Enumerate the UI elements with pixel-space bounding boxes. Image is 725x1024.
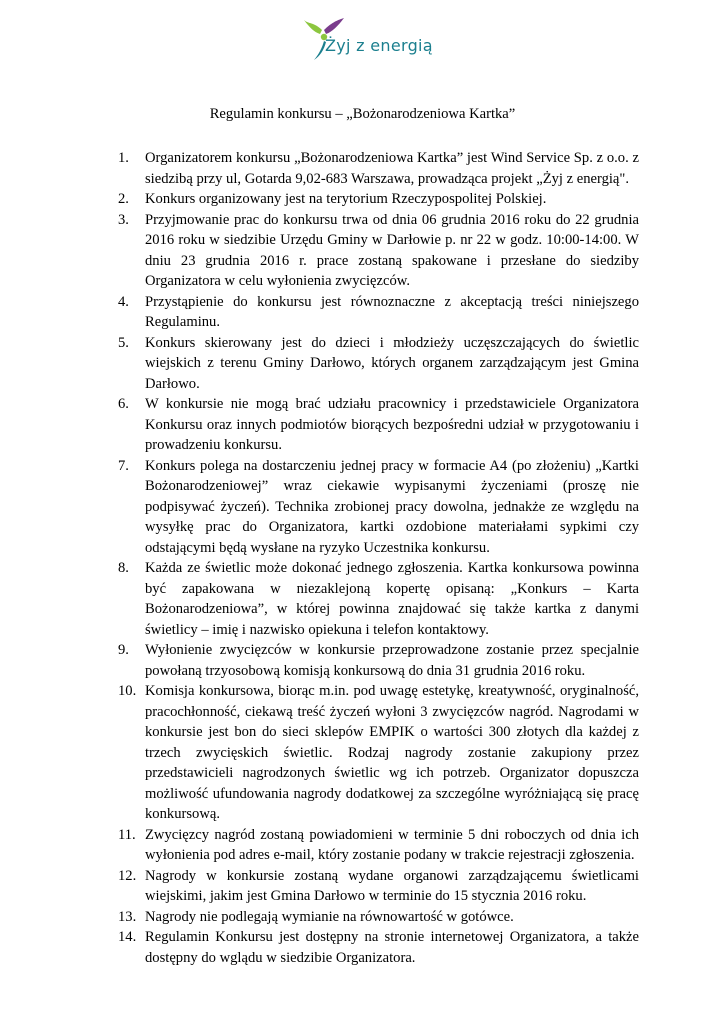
rules-list	[118, 148, 639, 968]
rule-item	[118, 825, 639, 866]
logo-text: Żyj z energią	[325, 36, 433, 55]
rule-number: 14.	[118, 929, 137, 945]
rule-item	[118, 681, 639, 825]
rule-item	[118, 148, 639, 189]
rule-number: 8.	[118, 560, 129, 576]
rule-item	[118, 394, 639, 456]
rule-item	[118, 333, 639, 395]
rule-text: Nagrody nie podlegają wymianie na równowartość w gotówce.	[145, 908, 514, 925]
rule-text: Przyjmowanie prac do konkursu trwa od dnia 06 grudnia 2016 roku do 22 grudnia 2016 roku w siedzibie Urzędu Gminy w Darłowie p. nr 22 w godz. 10:00-14:00. W dniu 23 grudnia 2016 r. prace zostaną spakowane i przesłane do siedziby Organizatora w celu wyłonienia zwycięzców.	[145, 211, 639, 289]
rule-item	[118, 558, 639, 640]
rule-number: 6.	[118, 396, 129, 412]
rule-text: Zwycięzcy nagród zostaną powiadomieni w terminie 5 dni roboczych od dnia ich wyłonienia pod adres e-mail, który zostanie podany w trakcie rejestracji zgłoszenia.	[145, 826, 639, 863]
rule-item	[118, 866, 639, 907]
rule-text: Komisja konkursowa, biorąc m.in. pod uwagę estetykę, kreatywność, oryginalność, pracochłonność, ciekawą treść życzeń wyłoni 3 zwycięzców nagród. Nagrodami w konkursie jest bon do sieci sklepów EMPIK o wartości 300 złotych dla każdej z trzech zwycięskich świetlic. Rodzaj nagrody zostanie zakupiony przez przedstawicieli nagrodzonych świetlic wg ich potrzeb. Organizator dopuszcza możliwość ufundowania nagrody dodatkowej za szczególne wyróżniającą się pracę konkursową.	[145, 683, 639, 822]
rule-number: 4.	[118, 293, 129, 310]
rule-text: Przystąpienie do konkursu jest równoznaczne z akceptacją treści niniejszego Regulaminu.	[145, 293, 639, 330]
rule-number: 2.	[118, 191, 129, 207]
rule-number: 3.	[118, 211, 129, 228]
rule-item	[118, 210, 639, 292]
rule-text: Konkurs polega na dostarczeniu jednej pracy w formacie A4 (po złożeniu) „Kartki Bożonarodzeniowej” wraz ciekawie wypisanymi życzeniami (proszę nie podpisywać życzeń). Technika zrobionej pracy dowolna, jednakże ze względu na wysyłkę prac do Organizatora, kartki ozdobione materiałami sypkimi czy odstającymi będą wysłane na ryzyko Uczestnika konkursu.	[145, 457, 639, 556]
rule-item	[118, 456, 639, 559]
rule-item	[118, 640, 639, 681]
rule-number: 1.	[118, 150, 129, 166]
rule-text: Każda ze świetlic może dokonać jednego zgłoszenia. Kartka konkursowa powinna być zapakowana w niezaklejoną kopertę opisaną: „Konkurs – Karta Bożonarodzeniowa”, w której powinna znajdować się także kartka z danymi świetlicy – imię i nazwisko opiekuna i telefon kontaktowy.	[145, 560, 639, 638]
rule-text: Nagrody w konkursie zostaną wydane organowi zarządzającemu świetlicami wiejskimi, jakim jest Gmina Darłowo w terminie do 15 stycznia 2016 roku.	[145, 867, 639, 904]
rule-text: Regulamin Konkursu jest dostępny na stronie internetowej Organizatora, a także dostępny do wglądu w siedzibie Organizatora.	[145, 929, 639, 966]
rule-text: Wyłonienie zwycięzców w konkursie przeprowadzone zostanie przez specjalnie powołaną trzyosobową komisją konkursową do dnia 31 grudnia 2016 roku.	[145, 642, 639, 679]
rule-number: 10.	[118, 683, 137, 699]
rule-number: 11.	[118, 826, 136, 843]
rule-number: 13.	[118, 908, 137, 925]
rule-text: Konkurs organizowany jest na terytorium Rzeczypospolitej Polskiej.	[145, 191, 547, 207]
rule-text: W konkursie nie mogą brać udziału pracownicy i przedstawiciele Organizatora Konkursu oraz innych podmiotów biorących bezpośredni udział w przygotowaniu i prowadzeniu konkursu.	[145, 396, 639, 453]
rule-item	[118, 189, 639, 210]
rule-number: 5.	[118, 334, 129, 351]
page-title: Regulamin konkursu – „Bożonarodzeniowa Kartka”	[209, 106, 516, 122]
rule-number: 7.	[118, 457, 129, 474]
rule-number: 9.	[118, 642, 129, 658]
rule-number: 12.	[118, 867, 137, 884]
rule-text: Konkurs skierowany jest do dzieci i młodzieży uczęszczających do świetlic wiejskich z terenu Gminy Darłowo, których organem zarządzającym jest Gmina Darłowo.	[145, 334, 639, 392]
rule-text: Organizatorem konkursu „Bożonarodzeniowa Kartka” jest Wind Service Sp. z o.o. z siedzibą przy ul, Gotarda 9,02-683 Warszawa, prowadząca projekt „Żyj z energią".	[145, 150, 639, 187]
rule-item	[118, 927, 639, 968]
rule-item	[118, 292, 639, 333]
rule-item	[118, 907, 639, 928]
